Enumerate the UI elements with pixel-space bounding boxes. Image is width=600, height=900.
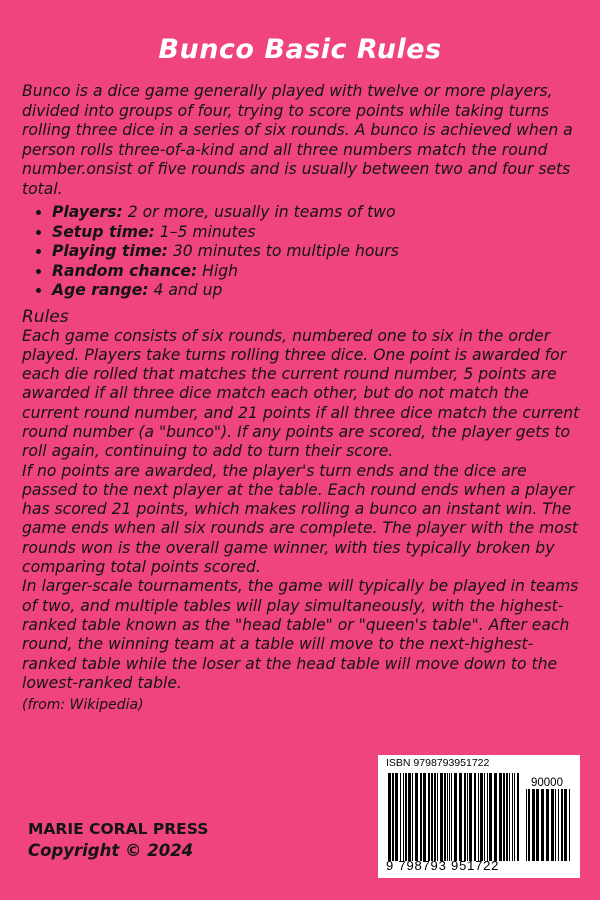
rules-content: [22, 82, 582, 713]
barcode-bar: [412, 773, 413, 861]
barcode-bar: [564, 789, 567, 861]
barcode-bar: [449, 773, 450, 861]
barcode-bar: [569, 789, 570, 861]
barcode-bar: [478, 773, 479, 861]
rules-paragraph: If no points are awarded, the player's turn ends and the dice are passed to the next player at the table. Each round ends when a player has scored 21 points, which makes rolling a bunco an instant win. The game ends when all six rounds are complete. The player with the most rounds won is the overall game winner, with ties typically broken by comparing total points scored.: [22, 461, 578, 577]
barcode-bar: [551, 789, 554, 861]
isbn-barcode-box: [378, 755, 580, 878]
barcode-bar: [536, 789, 539, 861]
barcode-bar: [469, 773, 472, 861]
barcode-bar: [487, 773, 488, 861]
barcode-digits: 9 798793 951722: [386, 858, 500, 873]
barcode-bar: [403, 773, 404, 861]
barcode-bar: [454, 773, 457, 861]
barcode-bar: [484, 773, 485, 861]
isbn-label: ISBN 9798793951722: [386, 757, 490, 769]
fact-playing-time: [52, 242, 582, 262]
barcode-bar: [494, 773, 497, 861]
barcode-bar: [437, 773, 438, 861]
barcode-bar: [423, 773, 426, 861]
barcode-bar: [431, 773, 433, 861]
barcode-bar: [541, 789, 544, 861]
barcode-bar: [440, 773, 443, 861]
barcode-bar: [428, 773, 430, 861]
price-barcode-bars: [526, 789, 572, 861]
barcode-bar: [506, 773, 508, 861]
barcode-bar: [512, 773, 513, 861]
barcode-bar: [509, 773, 510, 861]
page-title: Bunco Basic Rules: [158, 34, 442, 65]
barcode-bar: [546, 789, 549, 861]
barcode-bar: [459, 773, 462, 861]
barcode-bar: [528, 789, 530, 861]
barcode-bar: [400, 773, 401, 861]
barcode-bar: [447, 773, 448, 861]
barcode-bar: [517, 773, 519, 861]
barcode-bar: [451, 773, 452, 861]
rules-heading: Rules: [22, 306, 69, 327]
barcode-bar: [474, 773, 476, 861]
fact-label: Age range:: [52, 281, 149, 299]
fact-value: 2 or more, usually in teams of two: [122, 203, 396, 221]
rules-section: [22, 307, 582, 714]
fact-label: Playing time:: [52, 242, 168, 260]
barcode-bar: [503, 773, 505, 861]
barcode-bar: [526, 789, 527, 861]
barcode-bar: [480, 773, 483, 861]
barcode-bar: [558, 789, 559, 861]
barcode-bar: [464, 773, 466, 861]
game-facts-list: [22, 203, 582, 301]
fact-random-chance: [52, 262, 582, 282]
barcode-bar: [392, 773, 394, 861]
barcode-bar: [388, 773, 391, 861]
barcode-bar: [532, 789, 535, 861]
source-citation: (from: Wikipedia): [22, 697, 144, 714]
fact-label: Setup time:: [52, 222, 155, 241]
rules-paragraph: Each game consists of six rounds, numbered one to six in the order played. Players take turns rolling three dice. One point is awarded for each die rolled that matches the current round number, 5 points are awarded if all three dice match each other, but do not match the current round number, and 21 points if all three dice match the current round number (a "bunco"). If any points are scored, the player gets to roll again, continuing to add to turn their score.: [22, 326, 580, 461]
barcode-bar: [405, 773, 407, 861]
fact-value: 1–5 minutes: [154, 222, 256, 241]
rules-paragraph: In larger-scale tournaments, the game will typically be played in teams of two, and multiple tables will play simultaneously, with the highest-ranked table known as the "head table" or "queen's table". After each round, the winning team at a table will move to the next-highest-ranked table while the loser at the head table will move down to the lowest-ranked table.: [22, 577, 579, 692]
publisher-block: [28, 818, 208, 862]
intro-paragraph: Bunco is a dice game generally played with twelve or more players, divided into groups of four, trying to score points while taking turns rolling three dice in a series of six rounds. A bunco is achieved when a person rolls three-of-a-kind and all three numbers match the round number.onsist of five rounds and is usually between two and four sets total.: [22, 82, 573, 198]
fact-value: 4 and up: [148, 281, 223, 299]
barcode-bar: [408, 773, 411, 861]
fact-players: [52, 203, 582, 223]
fact-value: 30 minutes to multiple hours: [167, 242, 399, 260]
publisher-name: MARIE CORAL PRESS: [28, 820, 209, 838]
barcode-bar: [395, 773, 398, 861]
fact-age-range: [52, 281, 582, 301]
fact-setup-time: [52, 223, 582, 243]
price-code: 90000: [531, 777, 563, 789]
barcode-bar: [434, 773, 436, 861]
fact-value: High: [197, 261, 239, 280]
isbn-barcode-bars: [388, 773, 522, 861]
barcode-bar: [499, 773, 502, 861]
barcode-bar: [489, 773, 492, 861]
barcode-bar: [514, 773, 515, 861]
barcode-bar: [555, 789, 556, 861]
fact-label: Random chance:: [52, 261, 198, 280]
barcode-bar: [420, 773, 422, 861]
fact-label: Players:: [52, 203, 123, 221]
copyright-notice: Copyright © 2024: [28, 841, 194, 860]
barcode-bar: [444, 773, 446, 861]
barcode-bar: [467, 773, 468, 861]
barcode-bar: [415, 773, 418, 861]
barcode-bar: [561, 789, 563, 861]
